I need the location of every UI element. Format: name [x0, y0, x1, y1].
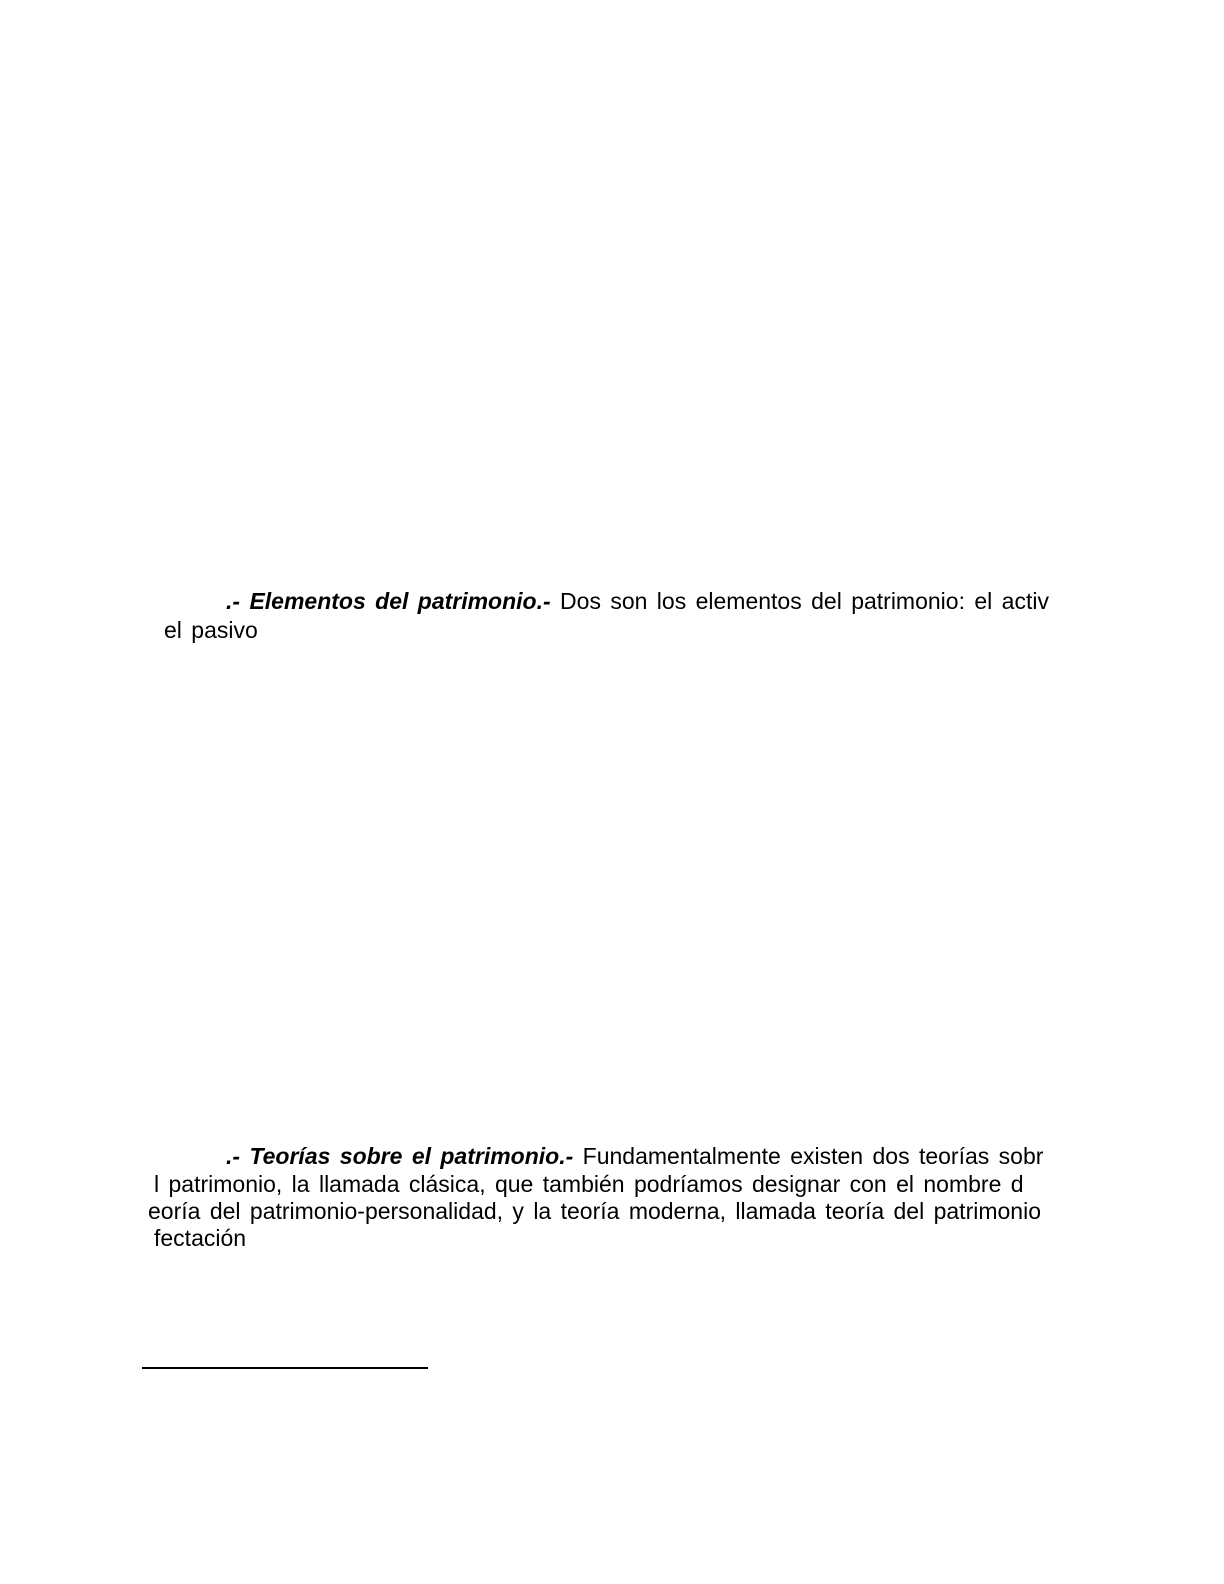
teorias-line-1-text: Fundamentalmente existen dos teorías sobr	[573, 1143, 1044, 1169]
elementos-line-2: el pasivo	[164, 617, 258, 643]
elementos-line-1-text: Dos son los elementos del patrimonio: el activ	[550, 588, 1049, 614]
teorias-line-1	[226, 1142, 1043, 1170]
teorias-line-2: l patrimonio, la llamada clásica, que también podríamos designar con el nombre d	[154, 1171, 1024, 1197]
teorias-line-3: eoría del patrimonio-personalidad, y la teoría moderna, llamada teoría del patrimonio	[148, 1198, 1041, 1224]
teorias-heading: .- Teorías sobre el patrimonio.-	[226, 1143, 574, 1169]
teorias-line-4: fectación	[154, 1225, 247, 1251]
footnote-separator	[142, 1367, 428, 1369]
elementos-heading: .- Elementos del patrimonio.-	[226, 588, 551, 614]
elementos-line-1	[226, 587, 1049, 615]
